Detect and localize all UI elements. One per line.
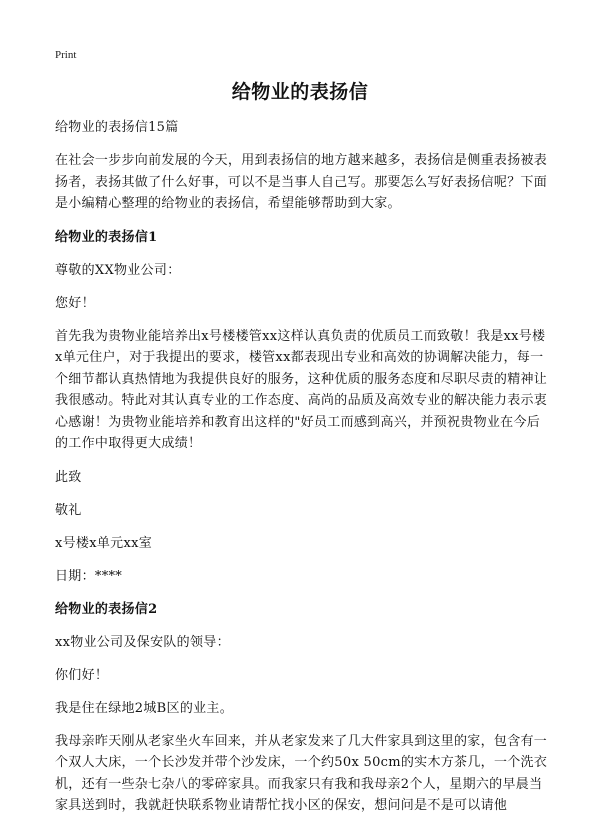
letter1-date: 日期：**** bbox=[55, 568, 123, 584]
letter2-salutation: xx物业公司及保安队的领导： bbox=[55, 634, 230, 650]
intro-paragraph: 在社会一步步向前发展的今天，用到表扬信的地方越来越多，表扬信是侧重表扬被表扬者，表扬其做了什么好事，可以不是当事人自己写。那要怎么写好表扬信呢？下面是小编精心整理的给物业的表扬信，希望能够帮助到大家。 bbox=[55, 153, 548, 211]
letter1-signature: x号楼x单元xx室 bbox=[55, 535, 153, 551]
letter1-body: 首先我为贵物业能培养出x号楼楼管xx这样认真负责的优质员工而致敬！我是xx号楼x单元住户，对于我提出的要求，楼管xx都表现出专业和高效的协调解决能力，每一个细节都认真热情地为我提供良好的服务，这种优质的服务态度和尽职尽责的精神让我很感动。特此对其认真专业的工作态度、高尚的品质及高效专业的解决能力表示衷心感谢！为贵物业能培养和教育出这样的"好员工而感到高兴，并预祝贵物业在今后的工作中取得更大成绩！ bbox=[55, 328, 548, 451]
letter1-heading: 给物业的表扬信1 bbox=[55, 229, 158, 245]
letter1-greeting: 您好！ bbox=[55, 295, 95, 311]
document-subtitle: 给物业的表扬信15篇 bbox=[55, 120, 179, 135]
letter1-salutation: 尊敬的XX物业公司： bbox=[55, 262, 181, 278]
document-title: 给物业的表扬信 bbox=[231, 81, 369, 103]
letter2-greeting: 你们好！ bbox=[55, 667, 109, 683]
letter1-closing-1: 此致 bbox=[55, 469, 82, 485]
document-body bbox=[55, 117, 550, 829]
print-link[interactable]: Print bbox=[55, 49, 77, 61]
letter2-heading: 给物业的表扬信2 bbox=[55, 601, 158, 617]
letter2-body: 我母亲昨天刚从老家坐火车回来，并从老家发来了几大件家具到这里的家，包含有一个双人大床，一个长沙发并带个沙发床，一个约50x 50cm的实木方茶几，一个洗衣机，还有一些杂七杂八的零碎家具。而我家只有我和我母亲2个人，星期六的早晨当家具送到时，我就赶快联系物业请帮忙找小区的保安，想问问是不是可以请他 bbox=[55, 733, 548, 813]
letter1-closing-2: 敬礼 bbox=[55, 502, 82, 518]
letter2-intro: 我是住在绿地2城B区的业主。 bbox=[55, 700, 234, 716]
